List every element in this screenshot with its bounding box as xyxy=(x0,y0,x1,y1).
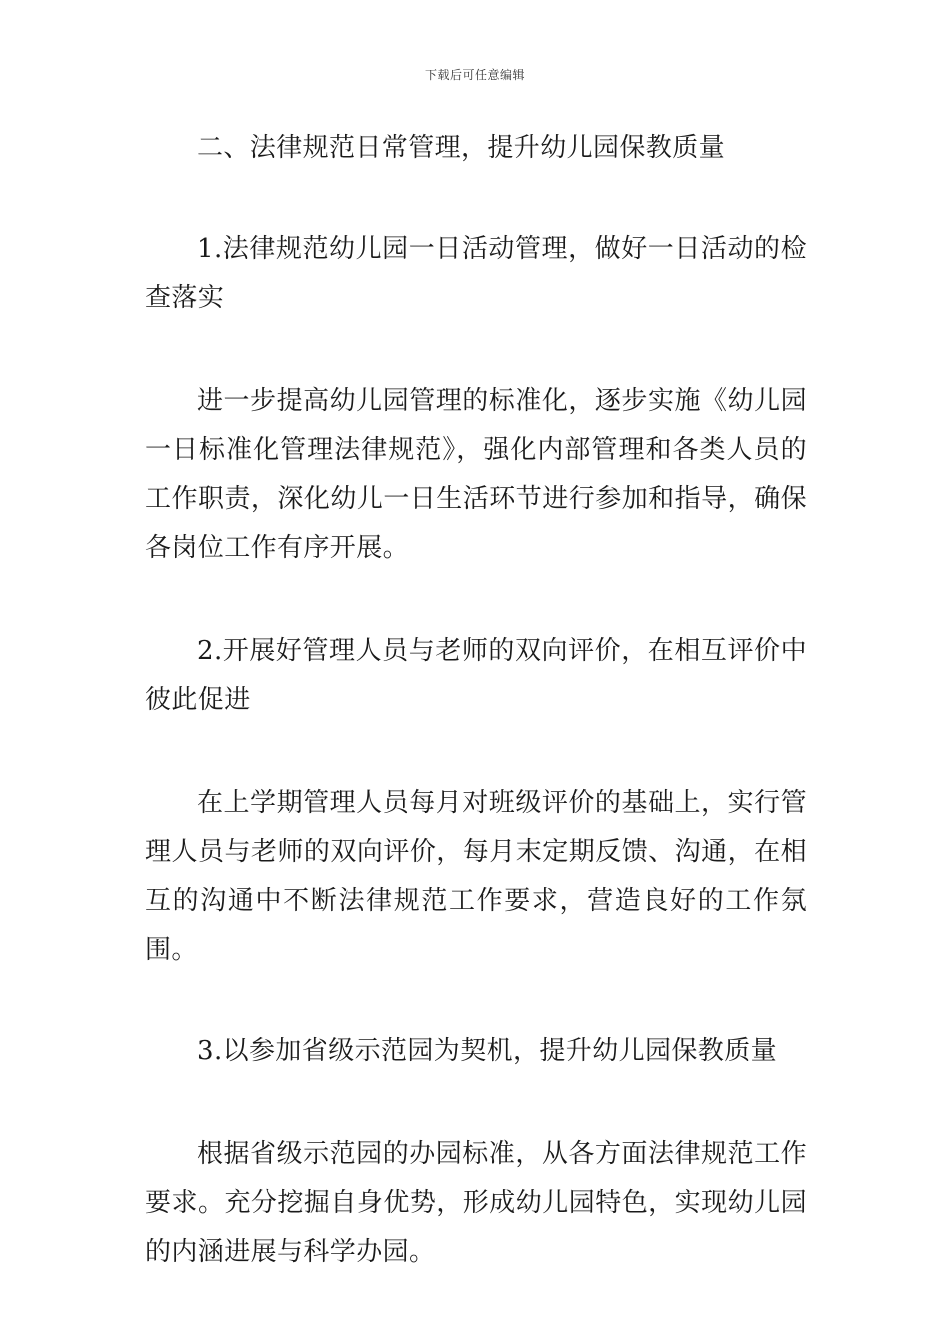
section-heading: 二、法律规范日常管理，提升幼儿园保教质量 xyxy=(197,133,726,163)
item-2-heading: 2.开展好管理人员与老师的双向评价，在相互评价中彼此促进 xyxy=(145,636,807,715)
item-2-body: 在上学期管理人员每月对班级评价的基础上，实行管理人员与老师的双向评价，每月末定期反馈、沟通，在相互的沟通中不断法律规范工作要求，营造良好的工作氛围。 xyxy=(145,788,807,965)
page-header-note: 下载后可任意编辑 xyxy=(424,68,525,82)
item-3-heading: 3.以参加省级示范园为契机，提升幼儿园保教质量 xyxy=(197,1036,778,1066)
item-1-body: 进一步提高幼儿园管理的标准化，逐步实施《幼儿园一日标准化管理法律规范》，强化内部管理和各类人员的工作职责，深化幼儿一日生活环节进行参加和指导，确保各岗位工作有序开展。 xyxy=(145,386,807,563)
document-body xyxy=(145,124,807,1277)
item-1-heading: 1.法律规范幼儿园一日活动管理，做好一日活动的检查落实 xyxy=(145,234,807,313)
item-3-body: 根据省级示范园的办园标准，从各方面法律规范工作要求。充分挖掘自身优势，形成幼儿园特色，实现幼儿园的内涵进展与科学办园。 xyxy=(145,1139,807,1267)
